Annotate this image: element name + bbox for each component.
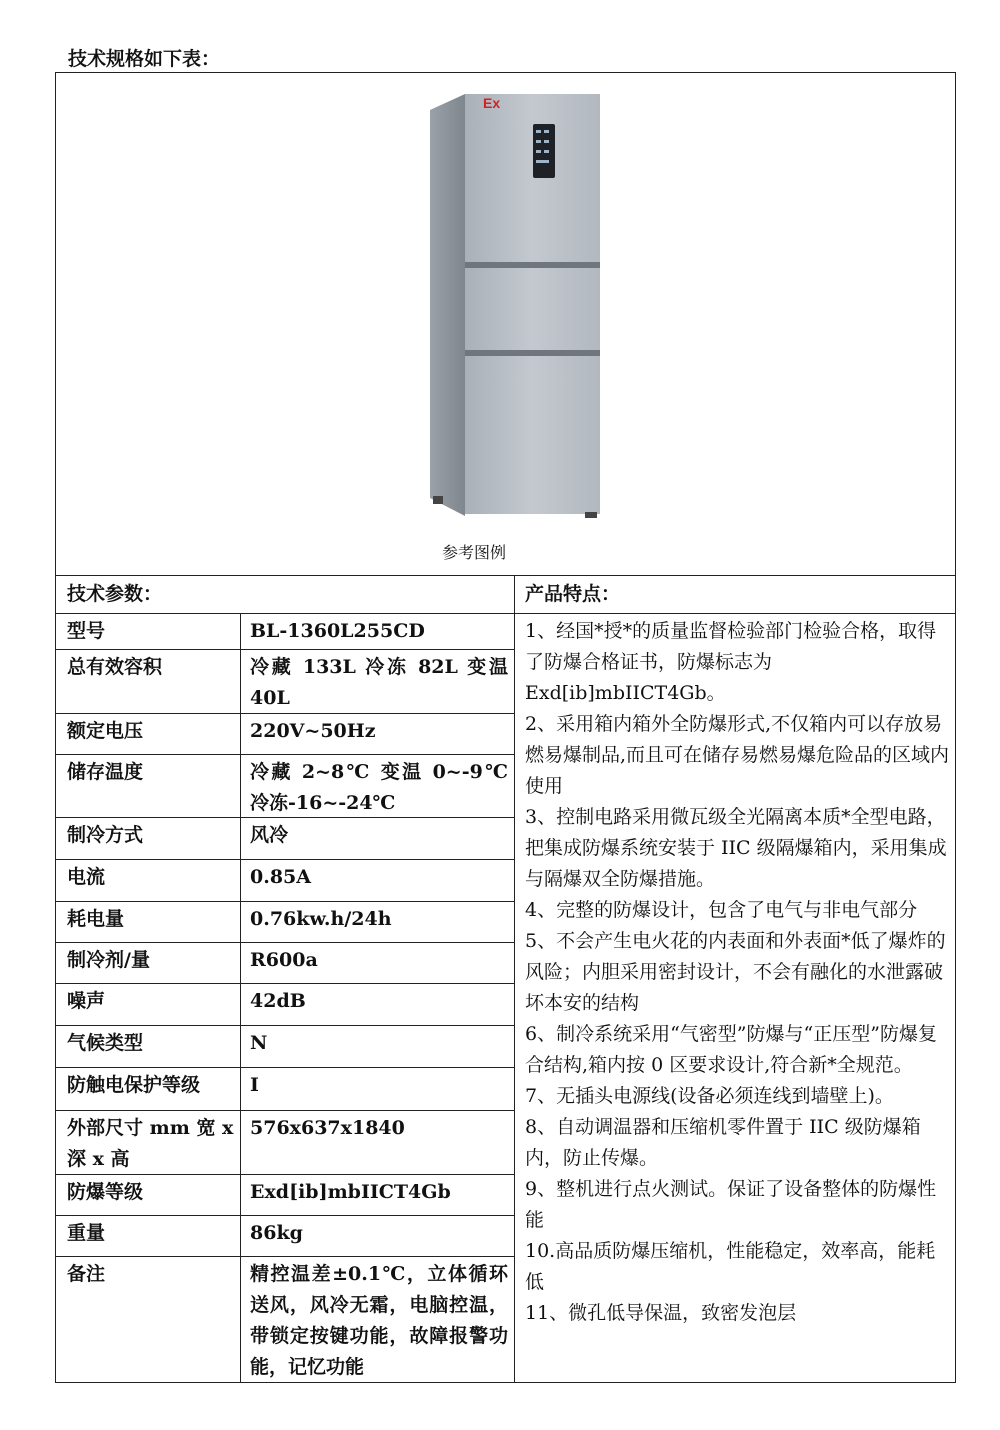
param-value: 冷藏 133L 冷冻 82L 变温 40L bbox=[250, 656, 508, 709]
param-label: 耗电量 bbox=[67, 908, 125, 930]
param-value: N bbox=[250, 1032, 268, 1054]
param-label: 额定电压 bbox=[67, 720, 144, 742]
param-value: 86kg bbox=[250, 1222, 303, 1244]
param-value: 风冷 bbox=[250, 824, 289, 846]
divider bbox=[55, 649, 514, 650]
fridge-image bbox=[425, 88, 605, 520]
param-label: 气候类型 bbox=[67, 1032, 144, 1054]
feature-item: 2、采用箱内箱外全防爆形式,不仅箱内可以存放易燃易爆制品,而且可在储存易燃易爆危险品的区域内使用 bbox=[525, 713, 950, 797]
param-label: 型号 bbox=[67, 620, 106, 642]
param-value: 576x637x1840 bbox=[250, 1117, 405, 1139]
param-value: R600a bbox=[250, 949, 318, 971]
param-label: 电流 bbox=[67, 866, 106, 888]
divider bbox=[55, 859, 514, 860]
features-header: 产品特点： bbox=[525, 583, 621, 605]
divider bbox=[514, 575, 515, 1383]
param-label: 备注 bbox=[67, 1263, 106, 1285]
divider bbox=[55, 1256, 514, 1257]
divider bbox=[240, 613, 241, 1383]
param-label: 噪声 bbox=[67, 990, 106, 1012]
divider bbox=[55, 901, 514, 902]
param-value: 精控温差±0.1℃，立体循环送风，风冷无霜，电脑控温，带锁定按键功能，故障报警功能，记忆功能 bbox=[250, 1263, 508, 1378]
param-value: 42dB bbox=[250, 990, 306, 1012]
params-header: 技术参数： bbox=[67, 583, 163, 605]
param-label: 防爆等级 bbox=[67, 1181, 144, 1203]
divider bbox=[55, 1067, 514, 1068]
page-heading: 技术规格如下表： bbox=[68, 48, 221, 70]
divider bbox=[55, 613, 956, 614]
features-list bbox=[525, 616, 950, 1329]
feature-item: 9、整机进行点火测试。保证了设备整体的防爆性能 bbox=[525, 1178, 937, 1231]
feature-item: 5、不会产生电火花的内表面和外表面*低了爆炸的风险；内胆采用密封设计，不会有融化的水泄露破坏本安的结构 bbox=[525, 930, 946, 1014]
feature-item: 11、微孔低导保温，致密发泡层 bbox=[525, 1302, 797, 1324]
param-value: 0.76kw.h/24h bbox=[250, 908, 392, 930]
feature-item: 1、经国*授*的质量监督检验部门检验合格，取得了防爆合格证书，防爆标志为 Exd[ib]mbIICT4Gb。 bbox=[525, 620, 937, 704]
divider bbox=[55, 1215, 514, 1216]
feature-item: 6、制冷系统采用“气密型”防爆与“正压型”防爆复合结构,箱内按 0 区要求设计,符合新*全规范。 bbox=[525, 1023, 937, 1076]
ex-mark: Ex bbox=[483, 95, 501, 111]
divider bbox=[55, 575, 956, 576]
param-label: 重量 bbox=[67, 1222, 106, 1244]
feature-item: 7、无插头电源线(设备必须连线到墙壁上)。 bbox=[525, 1085, 894, 1107]
param-label: 总有效容积 bbox=[67, 656, 163, 678]
feature-item: 3、控制电路采用微瓦级全光隔离本质*全型电路，把集成防爆系统安装于 IIC 级隔爆箱内，采用集成与隔爆双全防爆措施。 bbox=[525, 806, 947, 890]
divider bbox=[55, 983, 514, 984]
param-label: 制冷剂/量 bbox=[67, 949, 150, 971]
divider bbox=[55, 942, 514, 943]
param-label: 外部尺寸 mm 宽 x 深 x 高 bbox=[67, 1117, 234, 1170]
param-value: 220V~50Hz bbox=[250, 720, 376, 742]
feature-item: 4、完整的防爆设计，包含了电气与非电气部分 bbox=[525, 899, 918, 921]
param-value: BL-1360L255CD bbox=[250, 620, 425, 642]
param-value: 0.85A bbox=[250, 866, 312, 888]
divider bbox=[55, 1025, 514, 1026]
divider bbox=[55, 754, 514, 755]
param-value: 冷藏 2~8℃ 变温 0~-9℃ 冷冻-16~-24℃ bbox=[250, 761, 508, 814]
param-label: 储存温度 bbox=[67, 761, 144, 783]
feature-item: 10.高品质防爆压缩机，性能稳定，效率高，能耗低 bbox=[525, 1240, 936, 1293]
fridge-illustration bbox=[425, 88, 605, 520]
divider bbox=[55, 1110, 514, 1111]
image-caption: 参考图例 bbox=[442, 543, 507, 562]
param-value: Exd[ib]mbIICT4Gb bbox=[250, 1181, 451, 1203]
param-label: 防触电保护等级 bbox=[67, 1074, 201, 1096]
param-value: I bbox=[250, 1074, 259, 1096]
param-label: 制冷方式 bbox=[67, 824, 144, 846]
feature-item: 8、自动调温器和压缩机零件置于 IIC 级防爆箱内，防止传爆。 bbox=[525, 1116, 921, 1169]
